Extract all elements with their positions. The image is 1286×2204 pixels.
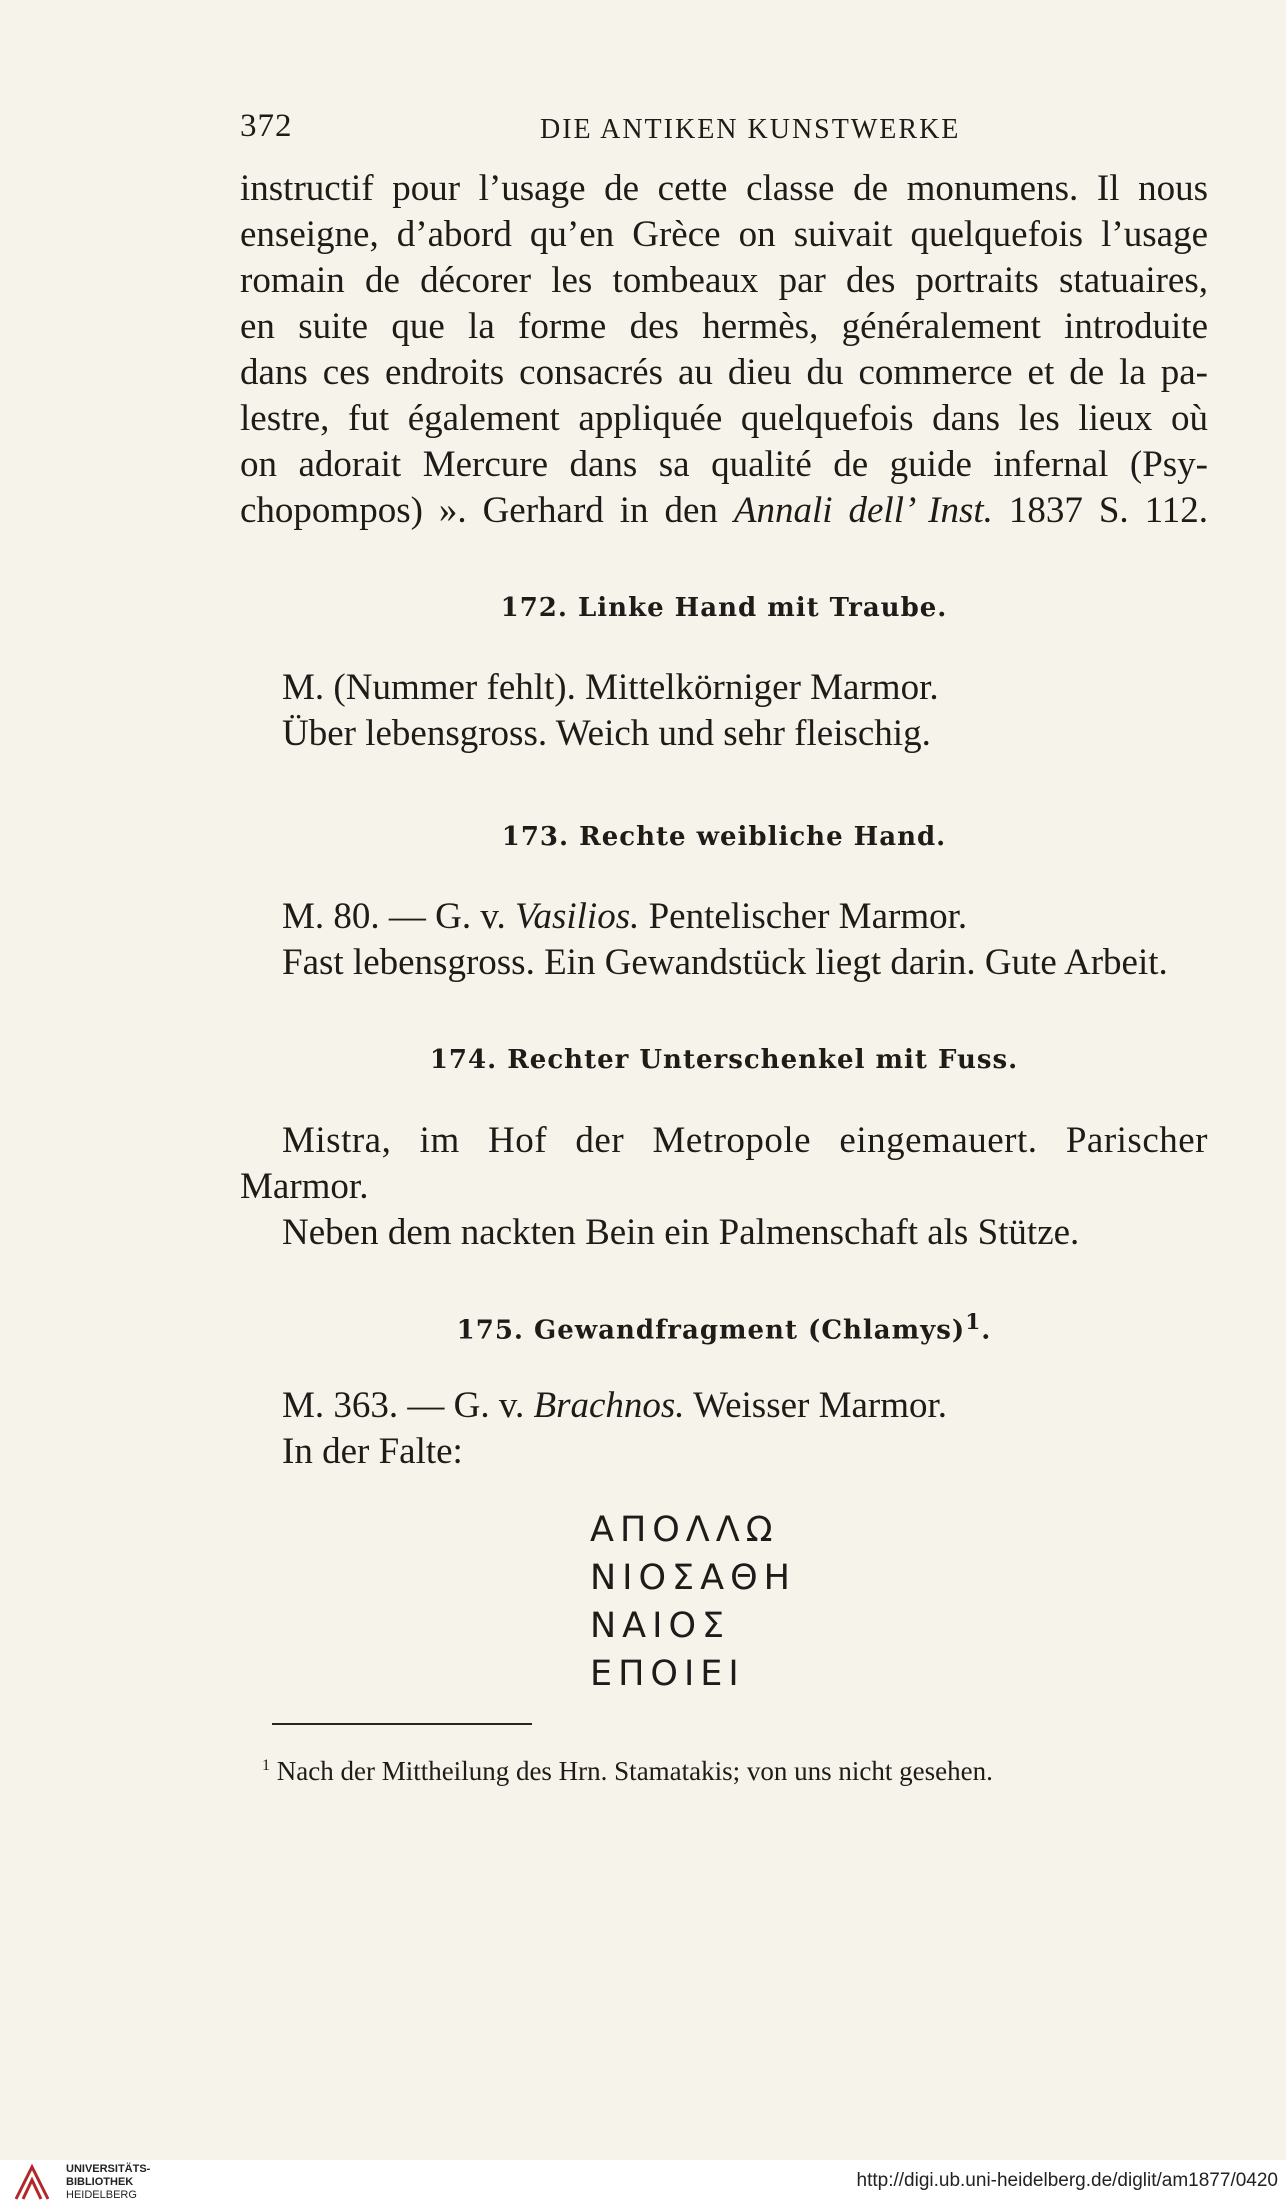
page-number: 372 <box>240 108 293 144</box>
footnote-text: Nach der Mittheilung des Hrn. Stamatakis; von uns nicht gesehen. <box>276 1756 993 1786</box>
entry-173-text <box>240 894 1208 986</box>
page-header <box>240 108 1220 158</box>
text-line: Mistra, im Hof der Metropole eingemauert. Parischer <box>282 1120 1208 1161</box>
journal-title: Annali dell’ Inst. <box>733 490 993 531</box>
entry-172-text <box>240 665 1208 757</box>
running-title: DIE ANTIKEN KUNSTWERKE <box>540 114 961 145</box>
text-line: M. (Nummer fehlt). Mittelkörniger Marmor. <box>282 667 939 708</box>
place-name: Vasilios. <box>514 896 640 937</box>
heading-175: 175. Gewandfragment (Chlamys)$^1$. <box>456 1310 992 1346</box>
text-line: romain de décorer les tombeaux par des portraits statuaires, <box>240 260 1208 301</box>
entry-174-text <box>240 1118 1208 1256</box>
text-line: Fast lebensgross. Ein Gewandstück liegt darin. Gute Arbeit. <box>282 942 1168 983</box>
text-line: enseigne, d’abord qu’en Grèce on suivait quelquefois l’usage <box>240 214 1208 255</box>
inscription-line: ΕΠΟΙΕΙ <box>590 1654 745 1694</box>
text-line: en suite que la forme des hermès, généralement introduite <box>240 306 1208 347</box>
text-line: on adorait Mercure dans sa qualité de guide infernal (Psy- <box>240 444 1208 485</box>
footnote <box>262 1756 993 1787</box>
intro-paragraph <box>240 166 1208 534</box>
heading-174: 174. Rechter Unterschenkel mit Fuss. <box>429 1045 1019 1075</box>
library-logo-icon <box>12 2163 52 2201</box>
text-line: In der Falte: <box>282 1431 463 1472</box>
heading-173: 173. Rechte weibliche Hand. <box>501 822 947 852</box>
text-line: dans ces endroits consacrés au dieu du commerce et de la pa- <box>240 352 1208 393</box>
text-line: instructif pour l’usage de cette classe de monumens. Il nous <box>240 168 1208 209</box>
footnote-marker: 1 <box>965 1310 982 1335</box>
inscription-line: ΝΙΟΣΑΘΗ <box>590 1558 796 1598</box>
text-line: Neben dem nackten Bein ein Palmenschaft als Stütze. <box>282 1212 1080 1253</box>
source-link[interactable]: http://digi.ub.uni-heidelberg.de/diglit/am1877/0420 <box>856 2170 1278 2191</box>
place-name: Brachnos. <box>533 1385 685 1426</box>
footnote-rule <box>272 1723 532 1725</box>
text-line: Marmor. <box>240 1166 369 1207</box>
inscription-line: ΑΠΟΛΛΩ <box>590 1510 779 1550</box>
text-line: M. 80. — G. v. Vasilios. Pentelischer Marmor. <box>282 896 968 937</box>
greek-inscription <box>590 1506 796 1698</box>
footnote-number: 1 <box>262 1757 270 1774</box>
text-line: M. 363. — G. v. Brachnos. Weisser Marmor. <box>282 1385 948 1426</box>
text-line: lestre, fut également appliquée quelquefois dans les lieux où <box>240 398 1208 439</box>
inscription-line: ΝΑΙΟΣ <box>590 1606 731 1646</box>
entry-175-text <box>240 1383 1208 1475</box>
heading-172: 172. Linke Hand mit Traube. <box>500 593 948 623</box>
library-name: UNIVERSITÄTS- BIBLIOTHEK HEIDELBERG <box>66 2163 151 2201</box>
text-line-citation: chopompos) ». Gerhard in den Annali dell’ Inst. 1837 S. 112. <box>240 490 1208 531</box>
text-line: Über lebensgross. Weich und sehr fleischig. <box>282 713 931 754</box>
